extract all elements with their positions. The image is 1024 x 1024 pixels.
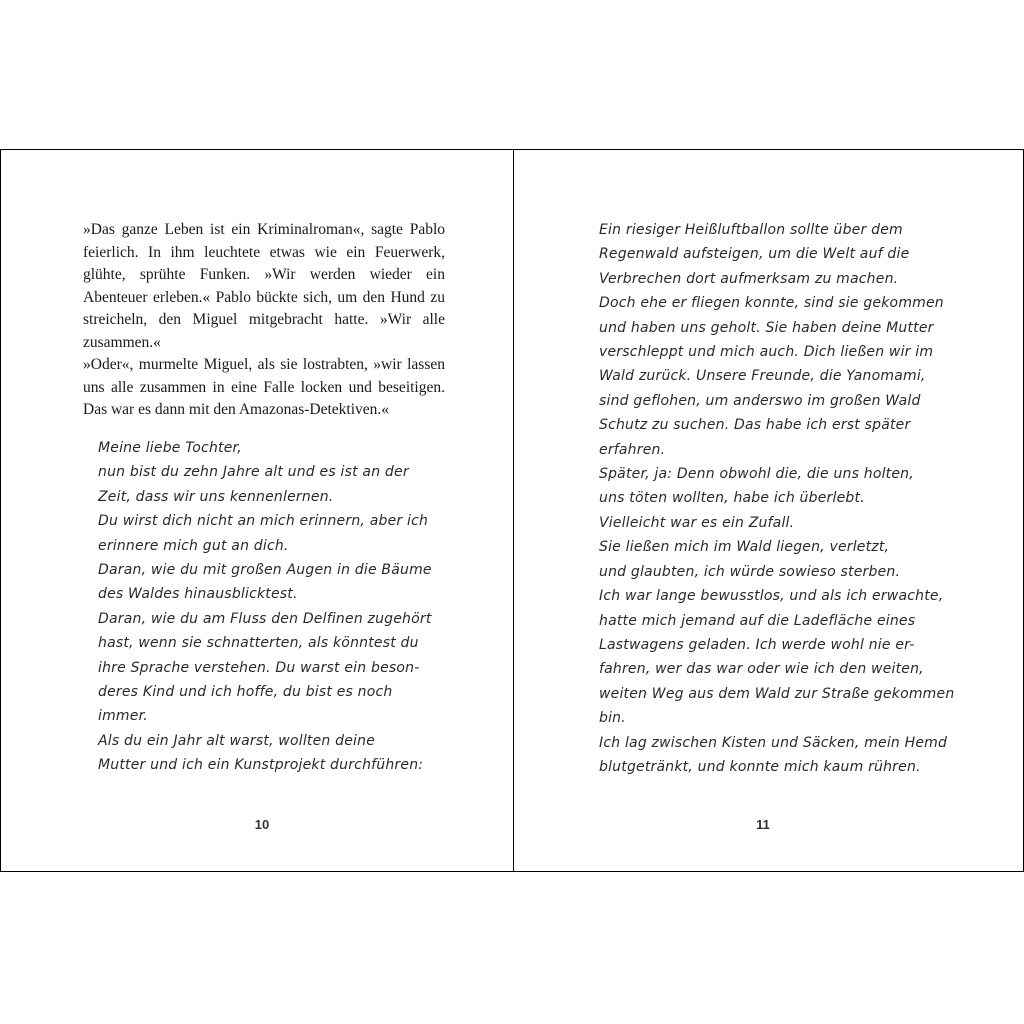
letter-line: Als du ein Jahr alt warst, wollten deine	[98, 732, 376, 749]
letter-line: Wald zurück. Unsere Freunde, die Yanomami,	[599, 368, 926, 385]
letter-line: weiten Weg aus dem Wald zur Straße gekommen	[599, 685, 955, 702]
letter-line: deres Kind und ich hoffe, du bist es noch	[98, 684, 393, 701]
letter-line: verschleppt und mich auch. Dich ließen wir im	[599, 344, 934, 361]
letter-line: Ich war lange bewusstlos, und als ich erwachte,	[599, 588, 944, 605]
letter-line: und haben uns geholt. Sie haben deine Mutter	[599, 319, 934, 336]
letter-line: nun bist du zehn Jahre alt und es ist an der	[98, 464, 409, 481]
handwritten-letter	[98, 436, 432, 778]
letter-line: immer.	[98, 708, 148, 725]
left-page	[0, 149, 514, 872]
letter-line: Später, ja: Denn obwohl die, die uns holten,	[599, 466, 914, 483]
letter-line: bin.	[599, 710, 626, 727]
letter-line: Ein riesiger Heißluftballon sollte über dem	[599, 222, 903, 238]
letter-line: Schutz zu suchen. Das habe ich erst später	[599, 417, 911, 434]
letter-line: blutgetränkt, und konnte mich kaum rühren.	[599, 758, 921, 775]
letter-line: Regenwald aufsteigen, um die Welt auf die	[599, 246, 910, 263]
letter-line: Mutter und ich ein Kunstprojekt durchführen:	[98, 757, 424, 774]
right-page	[513, 149, 1024, 872]
letter-line: Doch ehe er fliegen konnte, sind sie gekommen	[599, 295, 944, 312]
letter-line: hast, wenn sie schnatterten, als könntest du	[98, 635, 419, 652]
letter-line: Du wirst dich nicht an mich erinnern, aber ich	[98, 513, 429, 530]
letter-line: Verbrechen dort aufmerksam zu machen.	[599, 270, 899, 287]
letter-line: ihre Sprache verstehen. Du warst ein beson-	[98, 659, 420, 676]
prose-paragraph: »Oder«, murmelte Miguel, als sie lostrabten, »wir lassen uns alle zusammen in eine Falle locken und beseitigen. Das war es dann mit den Amazonas-Detektiven.«	[83, 356, 445, 418]
letter-line: uns töten wollten, habe ich überlebt.	[599, 490, 865, 507]
letter-line: hatte mich jemand auf die Ladefläche eines	[599, 612, 916, 629]
page-number: 10	[254, 817, 270, 832]
page-number: 11	[756, 817, 770, 832]
letter-line: sind geflohen, um anderswo im großen Wald	[599, 392, 921, 409]
letter-line: Daran, wie du am Fluss den Delfinen zugehört	[98, 610, 432, 627]
prose-text	[83, 219, 445, 422]
letter-line: des Waldes hinausblicktest.	[98, 586, 298, 603]
letter-line: erfahren.	[599, 441, 666, 458]
letter-line: fahren, wer das war oder wie ich den weiten,	[599, 661, 924, 678]
prose-paragraph: »Das ganze Leben ist ein Kriminalroman«, sagte Pablo feierlich. In ihm leuchtete etwas wie ein Feuerwerk, glühte, sprühte Funken. »Wir werden wieder ein Abenteuer erleben.« Pablo bückte sich, um den Hund zu streicheln, den Miguel mitgebracht hatte. »Wir alle zusammen.«	[83, 221, 445, 351]
letter-line: Vielleicht war es ein Zufall.	[599, 514, 795, 531]
letter-line: erinnere mich gut an dich.	[98, 537, 289, 554]
letter-line: Zeit, dass wir uns kennenlernen.	[98, 488, 334, 505]
handwritten-letter	[599, 218, 954, 779]
letter-line: Sie ließen mich im Wald liegen, verletzt,	[599, 539, 890, 556]
letter-line: Daran, wie du mit großen Augen in die Bäume	[98, 562, 432, 579]
letter-line: und glaubten, ich würde sowieso sterben.	[599, 563, 901, 580]
book-spread	[0, 149, 1024, 874]
letter-line: Meine liebe Tochter,	[98, 440, 242, 456]
letter-line: Ich lag zwischen Kisten und Säcken, mein Hemd	[599, 734, 948, 751]
letter-line: Lastwagens geladen. Ich werde wohl nie er-	[599, 636, 915, 653]
